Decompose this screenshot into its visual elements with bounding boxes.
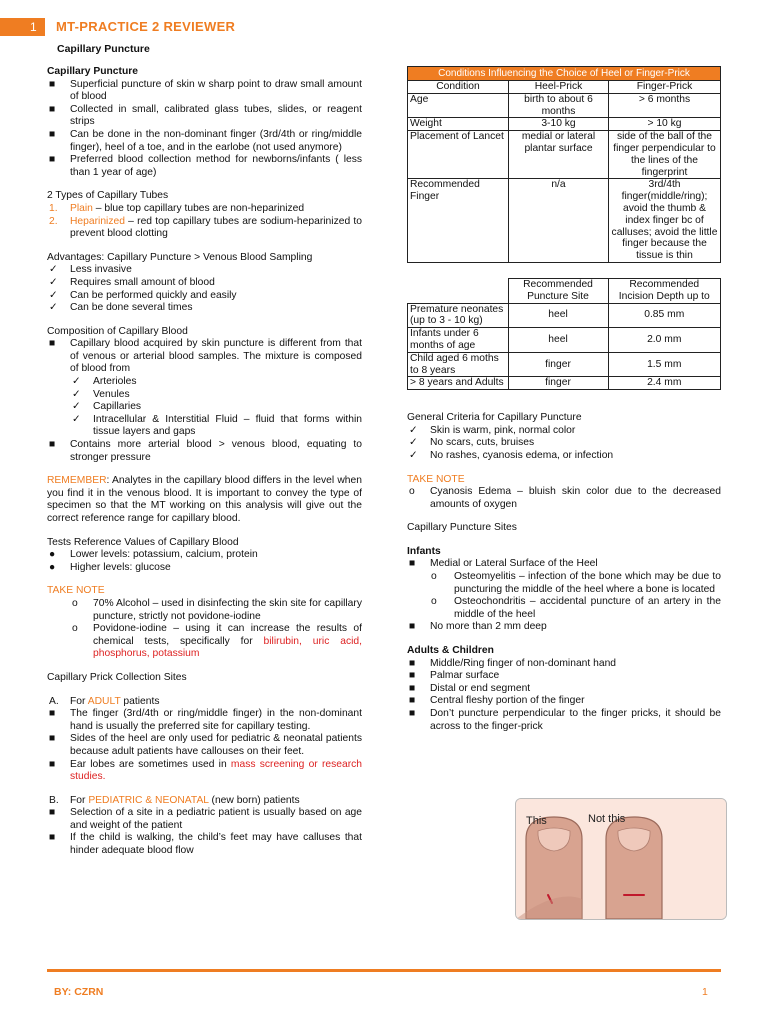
take-note-list [47, 598, 362, 661]
list-item: ✓ Arterioles [72, 376, 137, 388]
bullet-icon: ■ [49, 338, 56, 350]
list-number: 2. [49, 215, 58, 227]
table-row: Placement of Lancet medial or lateral plantar surface side of the ball of the finger perpendicular to the lines of the fingerprint [408, 131, 721, 179]
composition-list [47, 338, 362, 376]
adult-list [47, 708, 362, 784]
list-item: ■ Superficial puncture of skin w sharp point to draw small amount of blood [49, 78, 362, 103]
list-item: 2. Heparinized – red top capillary tubes are sodium-heparinized to prevent blood clotting [49, 215, 362, 240]
checkmark-icon: ✓ [409, 437, 418, 449]
checkmark-icon: ✓ [72, 388, 81, 400]
list-item: o Cyanosis Edema – bluish skin color due to the decreased amounts of oxygen [409, 486, 721, 510]
section-heading-criteria: General Criteria for Capillary Puncture [407, 412, 582, 424]
list-item: ✓ Less invasive [49, 264, 132, 276]
tube-type-name: Heparinized [70, 215, 125, 227]
adult-heading [47, 696, 362, 709]
list-item: ■ The finger (3rd/4th or ring/middle finger) in the non-dominant hand is usually the preferred site for capillary testing. [49, 708, 362, 732]
circle-bullet-icon: o [409, 486, 415, 498]
tube-types-list [47, 203, 362, 241]
list-item: ■ Collected in small, calibrated glass tubes, slides, or reagent strips [49, 103, 362, 128]
bullet-icon: ■ [49, 78, 56, 90]
bullet-icon: ■ [49, 103, 56, 115]
advantages-list [47, 264, 362, 314]
composition-sublist [47, 376, 362, 439]
list-item: o Osteochondritis – accidental puncture of an artery in the middle of the heel [431, 596, 721, 620]
list-item: B. For PEDIATRIC & NEONATAL (new born) patients [49, 794, 300, 806]
header-title: MT-PRACTICE 2 REVIEWER [56, 19, 236, 34]
list-item: ■ Don’t puncture perpendicular to the finger pricks, it should be across to the finger-prick [409, 708, 721, 732]
list-letter: A. [49, 695, 59, 707]
list-item: ■ Central fleshy portion of the finger [409, 695, 585, 707]
bullet-icon: ■ [49, 154, 56, 166]
bullet-icon: ■ [409, 621, 416, 633]
list-item: o Osteomyelitis – infection of the bone which may be due to puncturing the middle of the heel where a bone is located [431, 571, 721, 595]
checkmark-icon: ✓ [72, 401, 81, 413]
pediatric-heading [47, 795, 362, 808]
adults-children-heading: Adults & Children [407, 645, 494, 657]
list-item: ■ Middle/Ring finger of non-dominant hand [409, 657, 617, 669]
adults-children-list [407, 658, 721, 734]
section-heading-tube-types: 2 Types of Capillary Tubes [47, 190, 169, 202]
table-row: Child aged 6 moths to 8 years finger 1.5 mm [408, 352, 721, 377]
list-item: ■ Selection of a site in a pediatric patient is usually based on age and weight of the patient [49, 807, 362, 831]
remember-note: REMEMBER: Analytes in the capillary blood differs in the level when you find it in the venous blood. It is important to convey the type of specimen so that the MT working on this analysis will give out the correct reference range for capillary blood. [47, 475, 362, 524]
right-column [407, 66, 721, 733]
document-subtitle: Capillary Puncture [57, 43, 150, 55]
bullet-icon: ■ [409, 558, 416, 570]
list-item: ● Lower levels: potassium, calcium, protein [49, 549, 258, 561]
infants-list-2 [407, 621, 721, 634]
pediatric-list [47, 807, 362, 857]
bullet-icon: ● [49, 561, 56, 573]
list-item: ■ Can be done in the non-dominant finger (3rd/4th or ring/middle finger), heel of a toe, and in the earlobe (not used anymore) [49, 128, 362, 153]
list-item: ✓ Requires small amount of blood [49, 276, 215, 288]
label-this: This [526, 815, 547, 827]
section-heading-collection-sites: Capillary Prick Collection Sites [47, 671, 187, 683]
table-row: > 8 years and Adults finger 2.4 mm [408, 377, 721, 390]
checkmark-icon: ✓ [49, 289, 58, 301]
list-item: ✓ No rashes, cyanosis edema, or infection [409, 449, 614, 461]
bullet-icon: ■ [409, 682, 416, 694]
list-item: ■ Medial or Lateral Surface of the Heel [409, 558, 598, 570]
bullet-icon: ● [49, 549, 56, 561]
list-item: ■ Sides of the heel are only used for pediatric & neonatal patients because adult patients have callouses on their feet. [49, 733, 362, 757]
footer-author: BY: CZRN [54, 986, 104, 998]
checkmark-icon: ✓ [72, 376, 81, 388]
left-column [47, 66, 362, 858]
checkmark-icon: ✓ [409, 424, 418, 436]
circle-bullet-icon: o [72, 623, 78, 635]
table-row: Recommended Finger n/a 3rd/4th finger(middle/ring); avoid the thumb & index finger bc of calluses; avoid the little finger because the tissue is thin [408, 179, 721, 263]
footer-page-number: 1 [702, 986, 708, 998]
list-item: ✓ No scars, cuts, bruises [409, 437, 535, 449]
bullet-icon: ■ [49, 807, 56, 819]
capillary-puncture-list [47, 79, 362, 180]
bullet-icon: ■ [409, 657, 416, 669]
checkmark-icon: ✓ [49, 264, 58, 276]
remember-label: REMEMBER [47, 475, 107, 487]
bullet-icon: ■ [49, 128, 56, 140]
list-item: 1. Plain – blue top capillary tubes are non-heparinized [49, 202, 305, 214]
list-item: A. For ADULT patients [49, 695, 160, 707]
tests-list [47, 549, 362, 574]
take-note-list [407, 486, 721, 511]
checkmark-icon: ✓ [49, 276, 58, 288]
table-caption: Conditions Influencing the Choice of Heel or Finger-Prick [408, 67, 721, 81]
checkmark-icon: ✓ [49, 302, 58, 314]
checkmark-icon: ✓ [72, 413, 81, 425]
section-heading-tests: Tests Reference Values of Capillary Blood [47, 536, 239, 548]
finger-puncture-illustration [515, 798, 727, 920]
criteria-list [407, 425, 721, 463]
bullet-icon: ■ [49, 708, 56, 720]
list-item: ✓ Capillaries [72, 401, 142, 413]
bullet-icon: ■ [49, 832, 56, 844]
circle-bullet-icon: o [431, 596, 437, 608]
checkmark-icon: ✓ [409, 449, 418, 461]
table-header-row: Condition Heel-Prick Finger-Prick [408, 81, 721, 94]
list-item: ■ No more than 2 mm deep [409, 621, 547, 633]
label-not-this: Not this [588, 813, 626, 825]
table-row: Premature neonates (up to 3 - 10 kg) heel 0.85 mm [408, 303, 721, 328]
list-item: ✓ Skin is warm, pink, normal color [409, 424, 576, 436]
infants-sublist [407, 571, 721, 621]
circle-bullet-icon: o [72, 597, 78, 609]
section-heading-composition: Composition of Capillary Blood [47, 325, 188, 337]
bullet-icon: ■ [49, 439, 56, 451]
composition-list-2 [47, 439, 362, 464]
list-item: ■ Contains more arterial blood > venous blood, equating to stronger pressure [49, 439, 362, 463]
list-item: ■ Capillary blood acquired by skin puncture is different from that of venous or arterial blood samples. The mixture is composed of blood from [49, 338, 362, 375]
list-item: o 70% Alcohol – used in disinfecting the skin site for capillary puncture, strictly not povidone-iodine [72, 597, 362, 622]
list-item: ■ If the child is walking, the child’s feet may have calluses that hinder adequate blood flow [49, 832, 362, 857]
list-item: ✓ Venules [72, 388, 130, 400]
bullet-icon: ■ [49, 733, 56, 745]
list-letter: B. [49, 794, 59, 806]
list-item: ■ Distal or end segment [409, 682, 531, 694]
list-item: ● Higher levels: glucose [49, 561, 171, 573]
table-row: Infants under 6 months of age heel 2.0 mm [408, 328, 721, 353]
table-row: Weight 3-10 kg > 10 kg [408, 118, 721, 131]
page-header [0, 18, 768, 36]
heel-finger-table [407, 66, 721, 263]
section-heading-advantages: Advantages: Capillary Puncture > Venous Blood Sampling [47, 251, 313, 263]
tube-type-name: Plain [70, 202, 93, 214]
table-header-row: Recommended Puncture Site Recommended Incision Depth up to [408, 278, 721, 303]
list-item: ✓ Can be performed quickly and easily [49, 289, 237, 301]
list-item: ■ Preferred blood collection method for newborns/infants ( less than 1 year of age) [49, 154, 362, 178]
list-number: 1. [49, 202, 58, 214]
section-heading-capillary-puncture: Capillary Puncture [47, 66, 138, 77]
infants-heading: Infants [407, 545, 441, 557]
bullet-icon: ■ [409, 708, 416, 719]
section-heading-puncture-sites: Capillary Puncture Sites [407, 522, 517, 534]
header-page-number: 1 [0, 18, 45, 36]
bullet-icon: ■ [49, 758, 56, 770]
take-note-label: TAKE NOTE [47, 585, 105, 597]
footer-divider [47, 969, 721, 972]
take-note-label: TAKE NOTE [407, 473, 465, 485]
list-item: ■ Palmar surface [409, 670, 500, 682]
list-item: ✓ Intracellular & Interstitial Fluid – fluid that forms within tissue layers and gaps [72, 413, 362, 438]
incision-depth-table [407, 278, 721, 390]
list-item: o Povidone-iodine – using it can increase the results of chemical tests, specifically for bilirubin, uric acid, phosphorus, potassium [72, 623, 362, 660]
bullet-icon: ■ [409, 670, 416, 682]
table-row: Age birth to about 6 months > 6 months [408, 93, 721, 118]
circle-bullet-icon: o [431, 571, 437, 583]
list-item: ■ Ear lobes are sometimes used in mass screening or research studies. [49, 758, 363, 783]
list-item: ✓ Can be done several times [49, 302, 193, 314]
infants-list [407, 558, 721, 571]
bullet-icon: ■ [409, 695, 416, 707]
